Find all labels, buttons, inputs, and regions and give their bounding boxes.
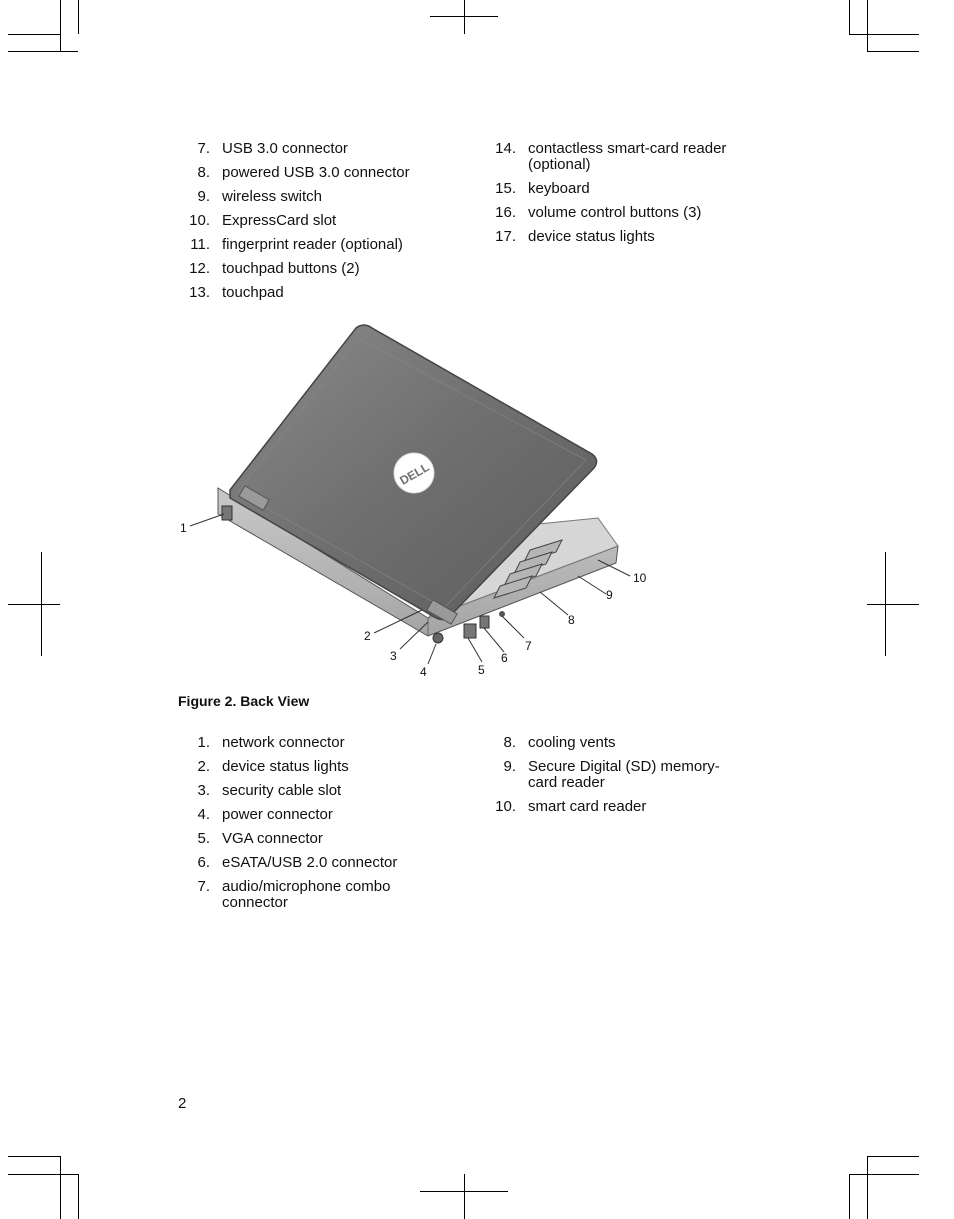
callout-4: 4 bbox=[420, 665, 427, 679]
list-item bbox=[178, 759, 418, 775]
list-item bbox=[178, 165, 468, 181]
list-item-text: security cable slot bbox=[222, 782, 342, 799]
top-list-left bbox=[178, 141, 468, 309]
list-item-number: 17. bbox=[495, 228, 516, 245]
list-item-text: Secure Digital (SD) memory-card reader bbox=[528, 758, 720, 791]
list-item-text: device status lights bbox=[528, 228, 655, 245]
list-item-number: 12. bbox=[189, 260, 210, 277]
list-item-number: 7. bbox=[197, 140, 210, 157]
list-item-text: touchpad buttons (2) bbox=[222, 260, 360, 277]
list-item-text: cooling vents bbox=[528, 734, 616, 751]
list-item-number: 2. bbox=[197, 758, 210, 775]
list-item-text: USB 3.0 connector bbox=[222, 140, 348, 157]
list-item-text: keyboard bbox=[528, 180, 590, 197]
list-item bbox=[178, 285, 468, 301]
esata-port bbox=[480, 616, 489, 628]
callout-5: 5 bbox=[478, 663, 485, 677]
vga-port bbox=[464, 624, 476, 638]
list-item bbox=[178, 261, 468, 277]
list-item bbox=[484, 141, 744, 173]
list-item-number: 9. bbox=[197, 188, 210, 205]
list-item-text: power connector bbox=[222, 806, 333, 823]
figure-caption: Figure 2. Back View bbox=[178, 693, 310, 709]
network-port bbox=[222, 506, 232, 520]
callout-8: 8 bbox=[568, 613, 575, 627]
list-item bbox=[484, 759, 734, 791]
power-connector-port bbox=[433, 633, 443, 643]
callout-3: 3 bbox=[390, 649, 397, 663]
list-item bbox=[178, 855, 418, 871]
list-item-number: 10. bbox=[495, 798, 516, 815]
list-item-number: 13. bbox=[189, 284, 210, 301]
dell-logo-text: DELL bbox=[397, 459, 432, 488]
callout-6: 6 bbox=[501, 651, 508, 665]
list-item-text: powered USB 3.0 connector bbox=[222, 164, 410, 181]
list-item-number: 1. bbox=[197, 734, 210, 751]
list-item bbox=[178, 237, 468, 253]
list-item bbox=[484, 799, 734, 815]
list-item bbox=[178, 213, 468, 229]
list-item-text: ExpressCard slot bbox=[222, 212, 337, 229]
list-item-number: 8. bbox=[197, 164, 210, 181]
callout-10: 10 bbox=[633, 571, 647, 585]
callout-9: 9 bbox=[606, 588, 613, 602]
list-item-text: wireless switch bbox=[222, 188, 323, 205]
list-item-number: 14. bbox=[495, 140, 516, 157]
laptop-back-view-figure bbox=[178, 318, 658, 690]
list-item bbox=[484, 205, 744, 221]
list-item bbox=[178, 807, 418, 823]
list-item-text: touchpad bbox=[222, 284, 284, 301]
callout-2: 2 bbox=[364, 629, 371, 643]
page-number: 2 bbox=[178, 1095, 187, 1112]
callout-1: 1 bbox=[180, 521, 187, 535]
list-item-text: eSATA/USB 2.0 connector bbox=[222, 854, 398, 871]
list-item-number: 11. bbox=[190, 236, 210, 253]
list-item-text: VGA connector bbox=[222, 830, 323, 847]
list-item-number: 7. bbox=[197, 878, 210, 895]
list-item bbox=[484, 181, 744, 197]
list-item bbox=[178, 783, 418, 799]
list-item-text: contactless smart-card reader (optional) bbox=[528, 140, 727, 173]
list-item-text: fingerprint reader (optional) bbox=[222, 236, 403, 253]
list-item-text: audio/microphone combo connector bbox=[222, 878, 391, 911]
list-item bbox=[178, 831, 418, 847]
list-item-number: 15. bbox=[495, 180, 516, 197]
list-item bbox=[484, 735, 734, 751]
list-item-number: 16. bbox=[495, 204, 516, 221]
list-item bbox=[178, 189, 468, 205]
list-item-number: 3. bbox=[197, 782, 210, 799]
list-item-number: 10. bbox=[189, 212, 210, 229]
list-item-text: volume control buttons (3) bbox=[528, 204, 702, 221]
list-item bbox=[178, 735, 418, 751]
list-item-text: device status lights bbox=[222, 758, 349, 775]
list-item bbox=[178, 879, 418, 911]
list-item-text: smart card reader bbox=[528, 798, 647, 815]
list-item-number: 4. bbox=[197, 806, 210, 823]
bottom-list-right bbox=[484, 735, 734, 823]
callout-7: 7 bbox=[525, 639, 532, 653]
list-item-text: network connector bbox=[222, 734, 345, 751]
bottom-list-left bbox=[178, 735, 418, 919]
list-item-number: 6. bbox=[197, 854, 210, 871]
list-item bbox=[484, 229, 744, 245]
list-item bbox=[178, 141, 468, 157]
list-item-number: 5. bbox=[197, 830, 210, 847]
top-list-right bbox=[484, 141, 744, 253]
list-item-number: 9. bbox=[503, 758, 516, 775]
list-item-number: 8. bbox=[503, 734, 516, 751]
